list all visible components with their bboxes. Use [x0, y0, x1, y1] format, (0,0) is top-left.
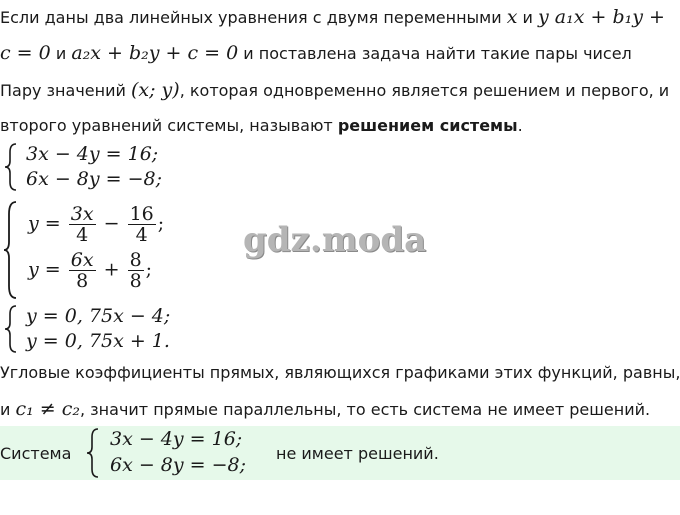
conclusion-suffix	[276, 442, 439, 466]
fraction-denominator: 4	[76, 224, 89, 246]
text-span: не имеет решений.	[276, 444, 439, 463]
text-span: и	[50, 44, 72, 63]
text-line-1	[0, 5, 665, 30]
text-line-4	[0, 114, 523, 138]
text-line-5	[0, 361, 680, 385]
equation: y = 0, 75x − 4;	[26, 305, 171, 327]
equation: 3x − 4y = 16;	[110, 428, 243, 450]
left-brace-icon	[2, 200, 20, 300]
text-span: и	[0, 400, 16, 419]
equation: 3x − 4y = 16;	[26, 143, 159, 165]
text-span: и поставлена задача найти такие пары чисел	[238, 44, 632, 63]
text-span: , значит прямые параллельны, то есть система не имеет решений.	[80, 400, 651, 419]
math-expression: a₂x + b₂y + c = 0	[71, 42, 239, 64]
operator: −	[103, 212, 120, 235]
equation-lhs: y =	[28, 258, 61, 281]
fraction-denominator: 8	[76, 270, 89, 292]
left-brace-icon	[84, 427, 102, 479]
text-span: Система	[0, 444, 72, 463]
equation: 6x − 8y = −8;	[110, 454, 247, 476]
fraction-denominator: 4	[135, 224, 148, 246]
equation: y = 0, 75x + 1.	[26, 330, 170, 352]
equation: 6x − 8y = −8;	[26, 168, 163, 190]
fraction-numerator: 16	[129, 203, 154, 225]
left-brace-icon	[2, 304, 20, 354]
text-line-6	[0, 397, 650, 422]
text-span: Угловые коэффициенты прямых, являющихся графиками этих функций, равны,	[0, 363, 680, 382]
fraction-numerator: 8	[129, 249, 142, 271]
left-brace-icon	[2, 142, 20, 192]
semicolon: ;	[145, 258, 153, 281]
math-expression: (x; y)	[130, 79, 180, 101]
math-var: x	[506, 6, 518, 28]
text-span: и	[517, 8, 539, 27]
text-span: Если даны два линейных уравнения с двумя переменными	[0, 8, 507, 27]
math-expression: c₁ ≠ c₂	[15, 398, 80, 420]
semicolon: ;	[157, 212, 165, 235]
conclusion-prefix	[0, 442, 71, 466]
text-span: .	[517, 116, 523, 135]
watermark-logo: gdz.moda	[243, 220, 427, 260]
text-line-3	[0, 78, 669, 103]
operator: +	[103, 258, 120, 281]
equation-lhs: y =	[28, 212, 61, 235]
fraction	[69, 204, 96, 245]
text-span: второго уравнений системы, называют	[0, 116, 338, 135]
math-var: y	[538, 6, 549, 28]
math-expression: c = 0	[0, 42, 51, 64]
text-span: Пару значений	[0, 81, 131, 100]
fraction-numerator: 6x	[70, 249, 94, 271]
math-expression: a₁x + b₁y +	[548, 6, 665, 28]
fraction-numerator: 3x	[70, 203, 94, 225]
bold-term: решением системы	[337, 116, 518, 135]
text-span: , которая одновременно является решением и первого, и	[179, 81, 670, 100]
fraction	[69, 250, 96, 291]
text-line-2	[0, 41, 632, 66]
fraction	[128, 250, 144, 291]
fraction-denominator: 8	[129, 270, 142, 292]
fraction	[128, 204, 156, 245]
